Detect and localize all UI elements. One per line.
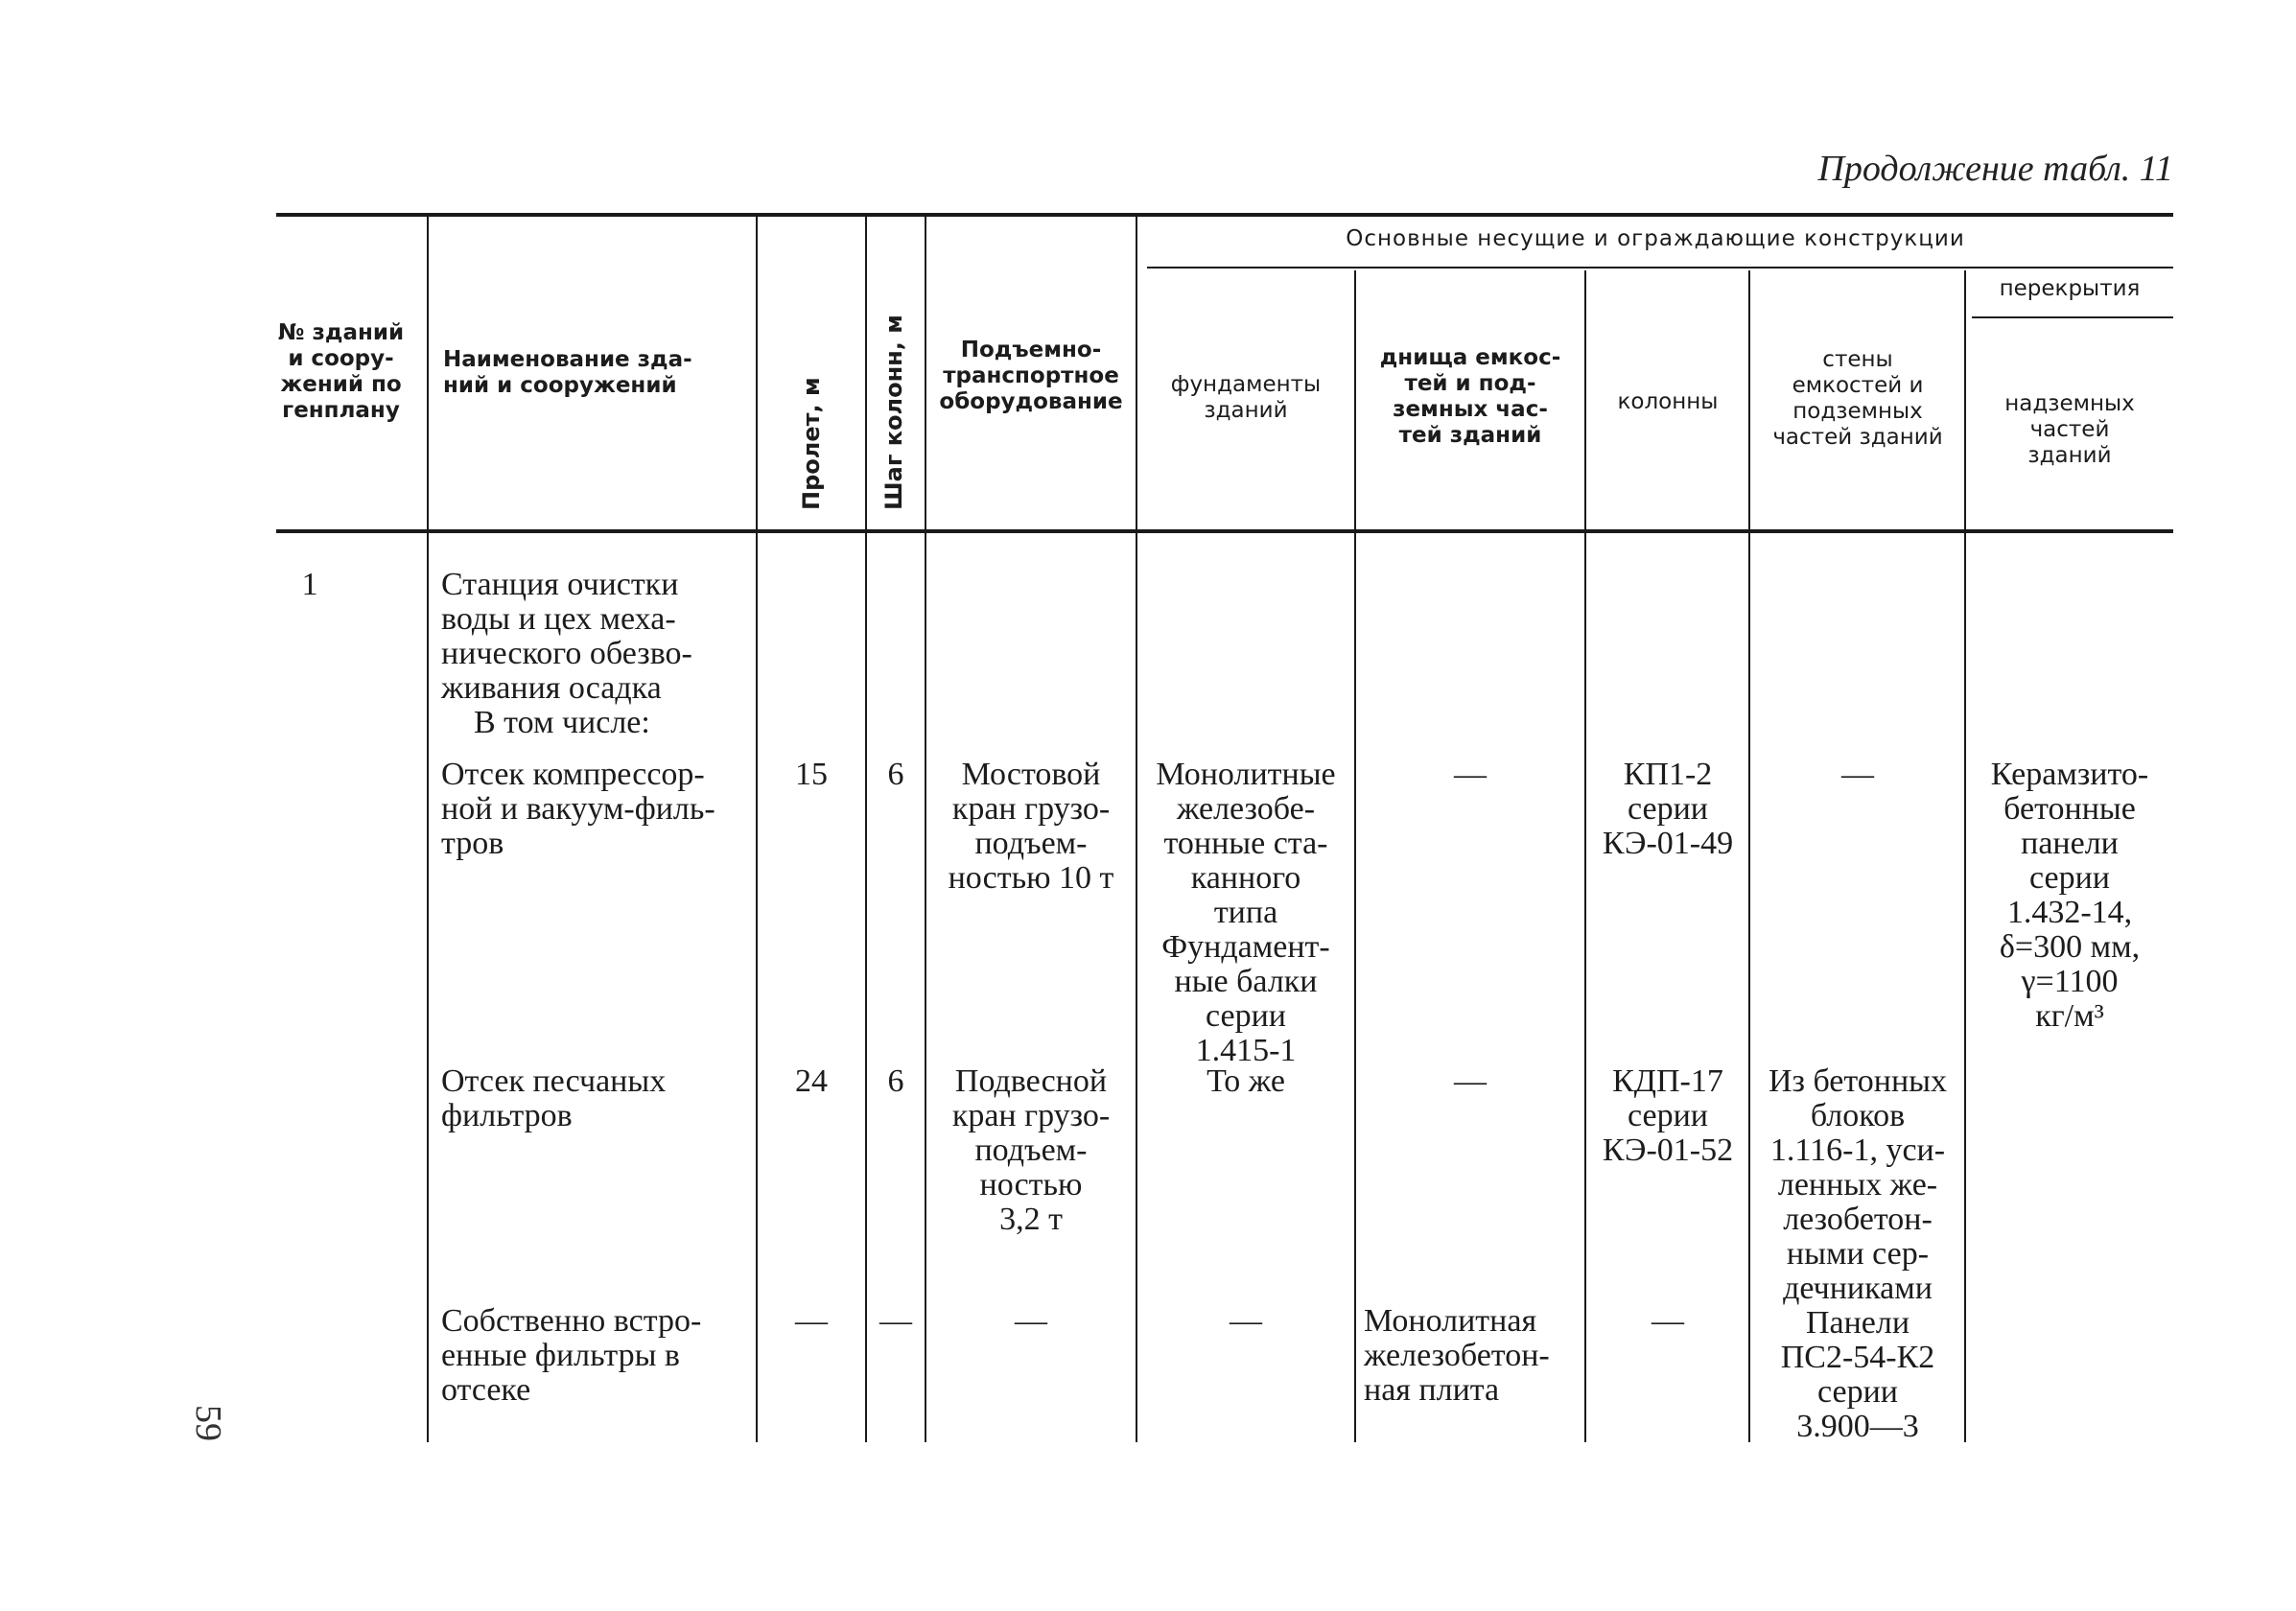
- lifting-equipment: —: [1015, 1303, 1047, 1339]
- foundations: Монолитные железобе- тонные ста- канного типа Фундамент- ные балки серии 1.415-1: [1156, 757, 1336, 1068]
- step-value: 6: [887, 757, 904, 792]
- col-divider: [427, 217, 429, 1442]
- foundations: —: [1230, 1303, 1262, 1339]
- included-label: В том числе:: [474, 705, 650, 740]
- section-name: Отсек песчаных фильтров: [441, 1063, 667, 1133]
- header-lifting-equipment: Подъемно- транспортное оборудование: [939, 338, 1123, 414]
- header-span: Пролет, м: [798, 377, 825, 510]
- lifting-equipment: Подвесной кран грузо- подъем- ностью 3,2 т: [951, 1063, 1111, 1237]
- header-overlaps-above-ground: надземных частей зданий: [2004, 391, 2135, 468]
- header-tank-bottoms: днища емкос- тей и под- земных час- тей зданий: [1379, 345, 1561, 448]
- section-name: Отсек компрессор- ной и вакуум-филь- тров: [441, 757, 715, 861]
- header-building-number: № зданий и соору- жений по генплану: [277, 320, 405, 423]
- lifting-equipment: Мостовой кран грузо- подъем- ностью 10 т: [948, 757, 1114, 896]
- table: [276, 213, 2173, 1442]
- col-divider: [756, 217, 758, 1442]
- step-value: 6: [887, 1063, 904, 1099]
- row-number: 1: [301, 567, 318, 602]
- span-value: 24: [795, 1063, 828, 1099]
- step-value: —: [879, 1303, 912, 1339]
- header-building-name: Наименование зда- ний и сооружений: [443, 347, 692, 398]
- walls: Из бетонных блоков 1.116-1, уси- ленных же- лезобетон- ными сер- дечниками Панели ПС2-54-К2 серии 3.900—3: [1768, 1063, 1948, 1444]
- header-column-step: Шаг колонн, м: [880, 315, 907, 510]
- foundations: То же: [1207, 1063, 1285, 1099]
- top-rule: [276, 213, 2173, 217]
- header-columns: колонны: [1617, 389, 1719, 414]
- columns: —: [1652, 1303, 1684, 1339]
- columns: КДП-17 серии КЭ-01-52: [1602, 1063, 1734, 1168]
- header-walls: стены емкостей и подземных частей зданий: [1772, 347, 1943, 450]
- header-foundations: фундаменты зданий: [1170, 372, 1322, 423]
- header-bottom-rule: [276, 529, 2173, 533]
- group-rule: [1147, 267, 2173, 268]
- overlap-rule: [1972, 316, 2173, 318]
- header-overlaps: перекрытия: [1999, 276, 2141, 301]
- span-value: —: [795, 1303, 828, 1339]
- tank-bottoms: —: [1454, 1063, 1487, 1099]
- page-number: 59: [188, 1405, 228, 1441]
- col-divider: [865, 217, 867, 1442]
- tank-bottoms: —: [1454, 757, 1487, 792]
- overlaps: Керамзито- бетонные панели серии 1.432-14, δ=300 мм, γ=1100 кг/м³: [1990, 757, 2149, 1034]
- walls: —: [1841, 757, 1874, 792]
- section-name: Собственно встро- енные фильтры в отсеке: [441, 1303, 702, 1408]
- table-caption: Продолжение табл. 11: [1817, 149, 2173, 189]
- header-group: Основные несущие и ограждающие конструкции: [1346, 226, 1965, 251]
- tank-bottoms: Монолитная железобетон- ная плита: [1364, 1303, 1550, 1408]
- span-value: 15: [795, 757, 828, 792]
- columns: КП1-2 серии КЭ-01-49: [1602, 757, 1734, 861]
- building-name: Станция очистки воды и цех меха- нического обезво- живания осадка: [441, 567, 692, 706]
